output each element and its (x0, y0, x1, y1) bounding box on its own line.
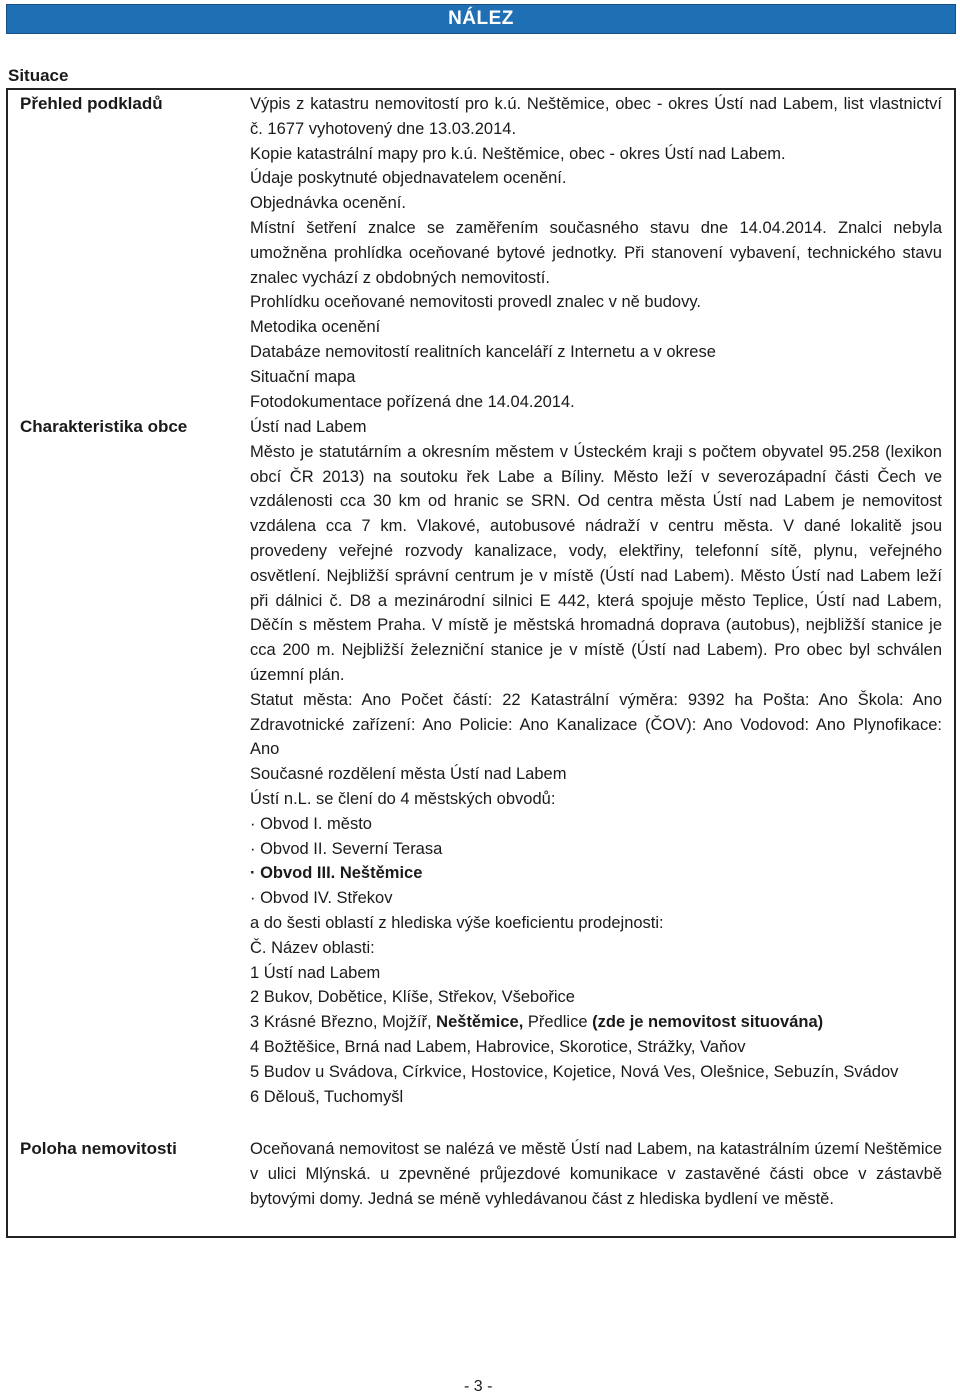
row-content-poloha (250, 1137, 942, 1211)
page-number: - 3 - (464, 1378, 493, 1395)
area-item: 5 Budov u Svádova, Církvice, Hostovice, Kojetice, Nová Ves, Olešnice, Sebuzín, Svádov (250, 1062, 899, 1081)
row-content-obec (250, 415, 942, 1109)
row-label-podklady: Přehled podkladů (20, 94, 163, 113)
source-item: Kopie katastrální mapy pro k.ú. Neštěmice, obec - okres Ústí nad Labem. (250, 144, 786, 163)
area-3-prefix: 3 Krásné Březno, Mojžíř, (250, 1013, 432, 1032)
area-3-nestemice: Neštěmice, (436, 1013, 524, 1032)
city-statut: Statut města: Ano Počet částí: 22 Katastrální výměra: 9392 ha Pošta: Ano Škola: Ano Zdravotnické zařízení: Ano Policie: Ano Kanalizace (ČOV): Ano Vodovod: Ano Plynofikace: Ano (250, 690, 942, 759)
source-item: Fotodokumentace pořízená dne 14.04.2014. (250, 392, 575, 411)
area-item: 1 Ústí nad Labem (250, 963, 381, 982)
source-item: Místní šetření znalce se zaměřením současného stavu dne 14.04.2014. Znalci nebyla umožněna prohlídka oceňované bytové jednotky. Při stanovení vybavení, technického stavu znalec vychází z obdobných nemovitostí. (250, 218, 942, 287)
source-item: Objednávka ocenění. (250, 194, 406, 213)
row-label-obec: Charakteristika obce (20, 417, 188, 436)
area-item: 6 Dělouš, Tuchomyšl (250, 1087, 404, 1106)
areas-intro: a do šesti oblastí z hlediska výše koeficientu prodejnosti: (250, 913, 664, 932)
area-item: 4 Božtěšice, Brná nad Labem, Habrovice, Skorotice, Strážky, Vaňov (250, 1037, 746, 1056)
area-item: 2 Bukov, Dobětice, Klíše, Střekov, Všebořice (250, 988, 575, 1007)
city-description: Město je statutárním a okresním městem v Ústeckém kraji s počtem obyvatel 95.258 (lexikon obcí ČR 2013) na soutoku řek Labe a Bíliny. Město leží v severozápadní části Čech ve vzdálenosti cca 30 km od hranic se SRN. Od centra města Ústí nad Labem je nemovitost vzdálena cca 7 km. Vlakové, autobusové nádraží v centru města. V dané lokalitě jsou provedeny veřejné rozvody kanalizace, vody, elektřiny, telefonní sítě, plynu, veřejného osvětlení. Nejbližší správní centrum je v místě (Ústí nad Labem). Město Ústí nad Labem leží při dálnici č. D8 a mezinárodní silnici E 442, která spojuje město Teplice, Ústí nad Labem, Děčín s městem Praha. V místě je městská hromadná doprava (autobus), nejbližší stanice je cca 200 m. Nejbližší železniční stanice je v místě (Ústí nad Labem). Pro obec byl schválen územní plán. (250, 442, 942, 684)
division-title: Současné rozdělení města Ústí nad Labem (250, 765, 567, 784)
source-item: Metodika ocenění (250, 318, 381, 337)
area-3-predlice: Předlice (527, 1013, 588, 1032)
obvod-item: · Obvod II. Severní Terasa (250, 839, 443, 858)
source-item: Prohlídku oceňované nemovitosti provedl znalec v ně budovy. (250, 293, 701, 312)
section-title: Situace (8, 66, 69, 85)
obvod-item: · Obvod IV. Střekov (250, 889, 393, 908)
areas-header: Č. Název oblasti: (250, 938, 375, 957)
source-item: Údaje poskytnuté objednavatelem ocenění. (250, 169, 567, 188)
city-name: Ústí nad Labem (250, 418, 367, 436)
obvod-item: · Obvod I. město (250, 814, 372, 833)
row-content-podklady (250, 92, 942, 414)
source-item: Situační mapa (250, 367, 356, 386)
location-text: Oceňovaná nemovitost se nalézá ve městě Ústí nad Labem, na katastrálním území Neštěmice v ulici Mlýnská. u zpevněné průjezdové komunikace v zastavěné části obce v zástavbě bytovými domy. Jedná se méně vyhledávanou část z hlediska bydlení ve městě. (250, 1140, 942, 1208)
division-intro: Ústí n.L. se člení do 4 městských obvodů: (250, 789, 556, 808)
source-item: Databáze nemovitostí realitních kanceláří z Internetu a v okrese (250, 342, 716, 361)
row-label-poloha: Poloha nemovitosti (20, 1139, 177, 1158)
area-3-note: (zde je nemovitost situována) (592, 1013, 824, 1032)
area-item-highlighted (250, 1010, 942, 1035)
obvod-item-highlighted: · Obvod III. Neštěmice (250, 864, 423, 883)
source-item: Výpis z katastru nemovitostí pro k.ú. Neštěmice, obec - okres Ústí nad Labem, list vlastnictví č. 1677 vyhotovený dne 13.03.2014. (250, 95, 942, 138)
page-title: NÁLEZ (448, 8, 514, 29)
header-bar (6, 4, 956, 34)
info-table (6, 88, 956, 1238)
